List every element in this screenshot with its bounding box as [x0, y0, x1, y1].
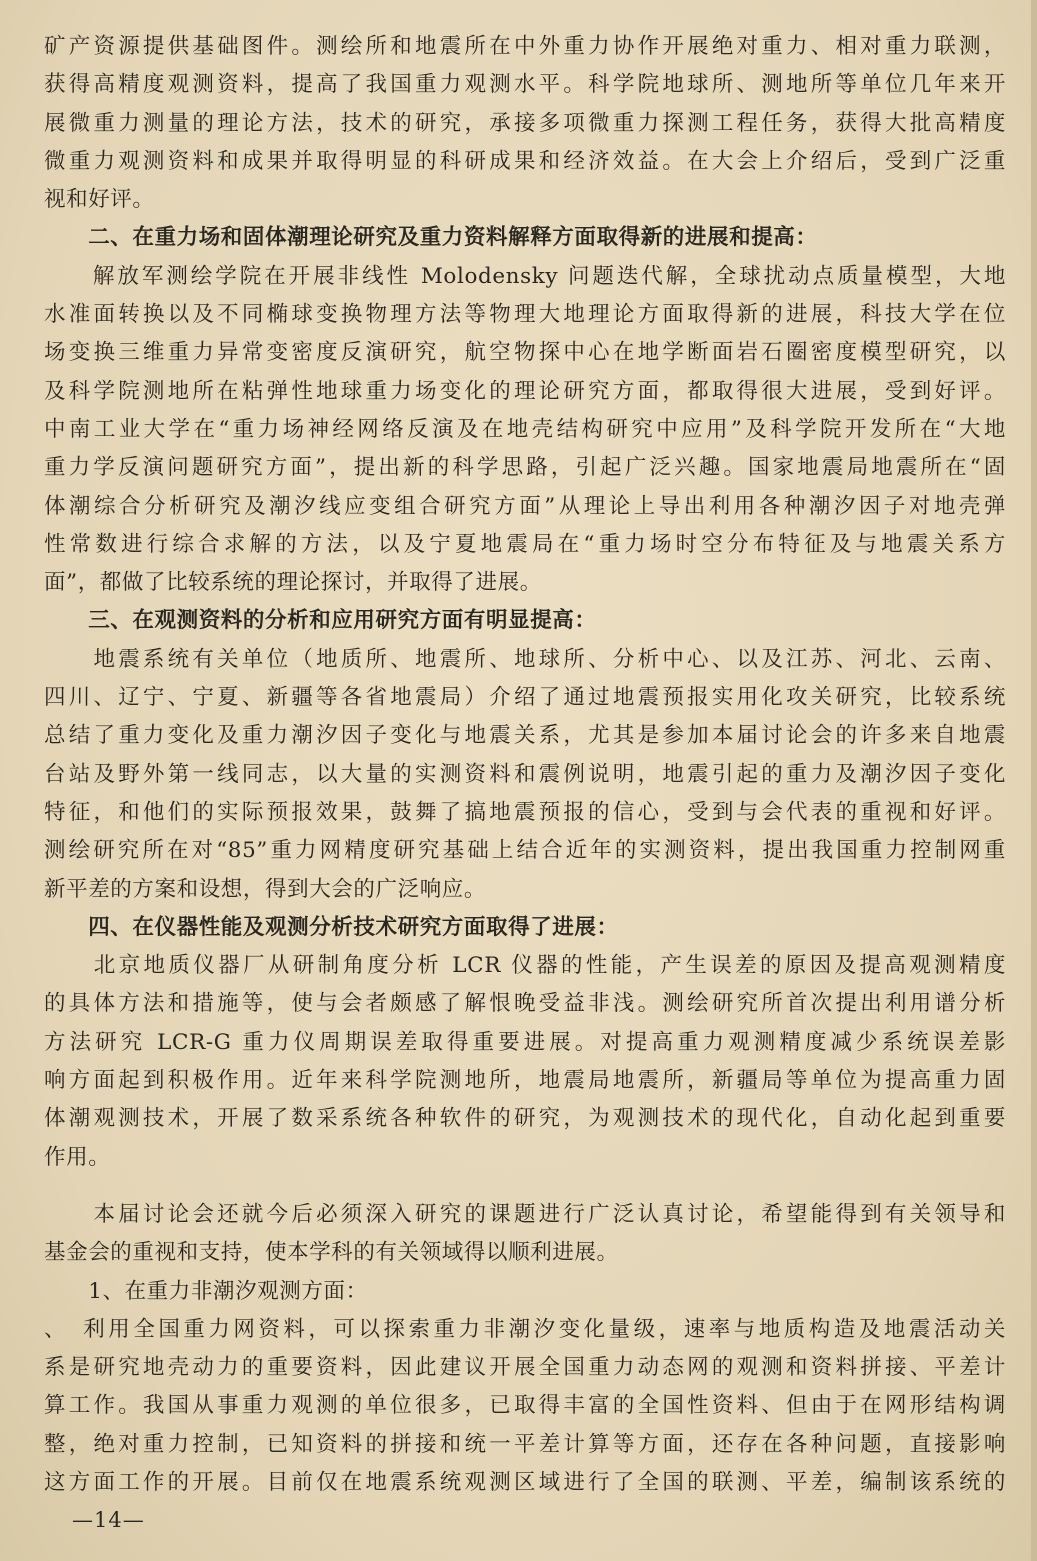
text-line: 作用。 — [44, 1144, 111, 1170]
page-number: —14— — [72, 1508, 145, 1532]
text-line: 重力学反演问题研究方面”，提出新的科学思路，引起广泛兴趣。国家地震局地震所在“固 — [44, 455, 1006, 481]
text-line: 获得高精度观测资料，提高了我国重力观测水平。科学院地球所、测地所等单位几年来开 — [44, 72, 1006, 98]
section-heading: 三、在观测资料的分析和应用研究方面有明显提高： — [44, 608, 597, 634]
text-line: 方法研究 LCR-G 重力仪周期误差取得重要进展。对提高重力观测精度减少系统误差影 — [44, 1029, 1006, 1055]
text-line: 系是研究地壳动力的重要资料，因此建议开展全国重力动态网的观测和资料拼接、平差计 — [44, 1355, 1006, 1381]
text-line: 场变换三维重力异常变密度反演研究，航空物探中心在地学断面岩石圈密度模型研究，以 — [44, 340, 1006, 366]
text-line: 整，绝对重力控制，已知资料的拼接和统一平差计算等方面，还存在各种问题，直接影响 — [44, 1431, 1006, 1457]
text-line: 台站及野外第一线同志，以大量的实测资料和震例说明，地震引起的重力及潮汐因子变化 — [44, 761, 1006, 787]
text-line: 的具体方法和措施等，使与会者颇感了解恨晚受益非浅。测绘研究所首次提出利用谱分析 — [44, 991, 1006, 1017]
text-line: 北京地质仪器厂从研制角度分析 LCR 仪器的性能，产生误差的原因及提高观测精度 — [44, 953, 1006, 979]
text-line: 视和好评。 — [44, 187, 155, 213]
body-text-bottom — [44, 1196, 1006, 1502]
text-line: 展微重力测量的理论方法，技术的研究，承接多项微重力探测工程任务，获得大批高精度 — [44, 110, 1006, 136]
text-line: 性常数进行综合求解的方法，以及宁夏地震局在“重力场时空分布特征及与地震关系方 — [44, 531, 1006, 557]
text-line: 响方面起到积极作用。近年来科学院测地所，地震局地震所，新疆局等单位为提高重力固 — [44, 1068, 1006, 1094]
text-line: 新平差的方案和设想，得到大会的广泛响应。 — [44, 876, 487, 902]
text-line: 基金会的重视和支持，使本学科的有关领域得以顺利进展。 — [44, 1240, 619, 1266]
text-line: 解放军测绘学院在开展非线性 Molodensky 问题迭代解，全球扰动点质量模型，大地 — [44, 263, 1006, 289]
section-heading: 二、在重力场和固体潮理论研究及重力资料解释方面取得新的进展和提高： — [44, 225, 818, 251]
body-text-top — [44, 28, 1006, 1177]
text-line: 矿产资源提供基础图件。测绘所和地震所在中外重力协作开展绝对重力、相对重力联测， — [44, 34, 1006, 59]
page-edge — [1031, 0, 1037, 1561]
text-line: 本届讨论会还就今后必须深入研究的课题进行广泛认真讨论，希望能得到有关领导和 — [44, 1202, 1006, 1227]
text-line: 地震系统有关单位（地质所、地震所、地球所、分析中心、以及江苏、河北、云南、 — [44, 646, 1006, 672]
text-line: 体潮综合分析研究及潮汐线应变组合研究方面”从理论上导出利用各种潮汐因子对地壳弹 — [44, 493, 1006, 519]
text-line: 及科学院测地所在粘弹性地球重力场变化的理论研究方面，都取得很大进展，受到好评。 — [44, 378, 1006, 404]
text-line: 四川、辽宁、宁夏、新疆等各省地震局）介绍了通过地震预报实用化攻关研究，比较系统 — [44, 685, 1006, 711]
text-line: 这方面工作的开展。目前仅在地震系统观测区域进行了全国的联测、平差，编制该系统的 — [44, 1470, 1006, 1496]
text-line: 水准面转换以及不同椭球变换物理方法等物理大地理论方面取得新的进展，科技大学在位 — [44, 302, 1006, 328]
section-heading: 四、在仪器性能及观测分析技术研究方面取得了进展： — [44, 914, 619, 940]
text-line: 面”，都做了比较系统的理论探讨，并取得了进展。 — [44, 570, 542, 596]
text-line: 算工作。我国从事重力观测的单位很多，已取得丰富的全国性资料、但由于在网形结构调 — [44, 1393, 1006, 1419]
text-line: 微重力观测资料和成果并取得明显的科研成果和经济效益。在大会上介绍后，受到广泛重 — [44, 148, 1006, 174]
text-line: 中南工业大学在“重力场神经网络反演及在地壳结构研究中应用”及科学院开发所在“大地 — [44, 416, 1006, 442]
text-line: 测绘研究所在对“85”重力网精度研究基础上结合近年的实测资料，提出我国重力控制网重 — [44, 838, 1006, 864]
text-line: 、 利用全国重力网资料，可以探索重力非潮汐变化量级，速率与地质构造及地震活动关 — [44, 1316, 1006, 1342]
text-line: 总结了重力变化及重力潮汐因子变化与地震关系，尤其是参加本届讨论会的许多来自地震 — [44, 723, 1006, 749]
text-line: 体潮观测技术，开展了数采系统各种软件的研究，为观测技术的现代化，自动化起到重要 — [44, 1106, 1006, 1132]
text-line: 1、在重力非潮汐观测方面： — [44, 1278, 368, 1304]
text-line: 特征，和他们的实际预报效果，鼓舞了搞地震预报的信心，受到与会代表的重视和好评。 — [44, 799, 1006, 825]
